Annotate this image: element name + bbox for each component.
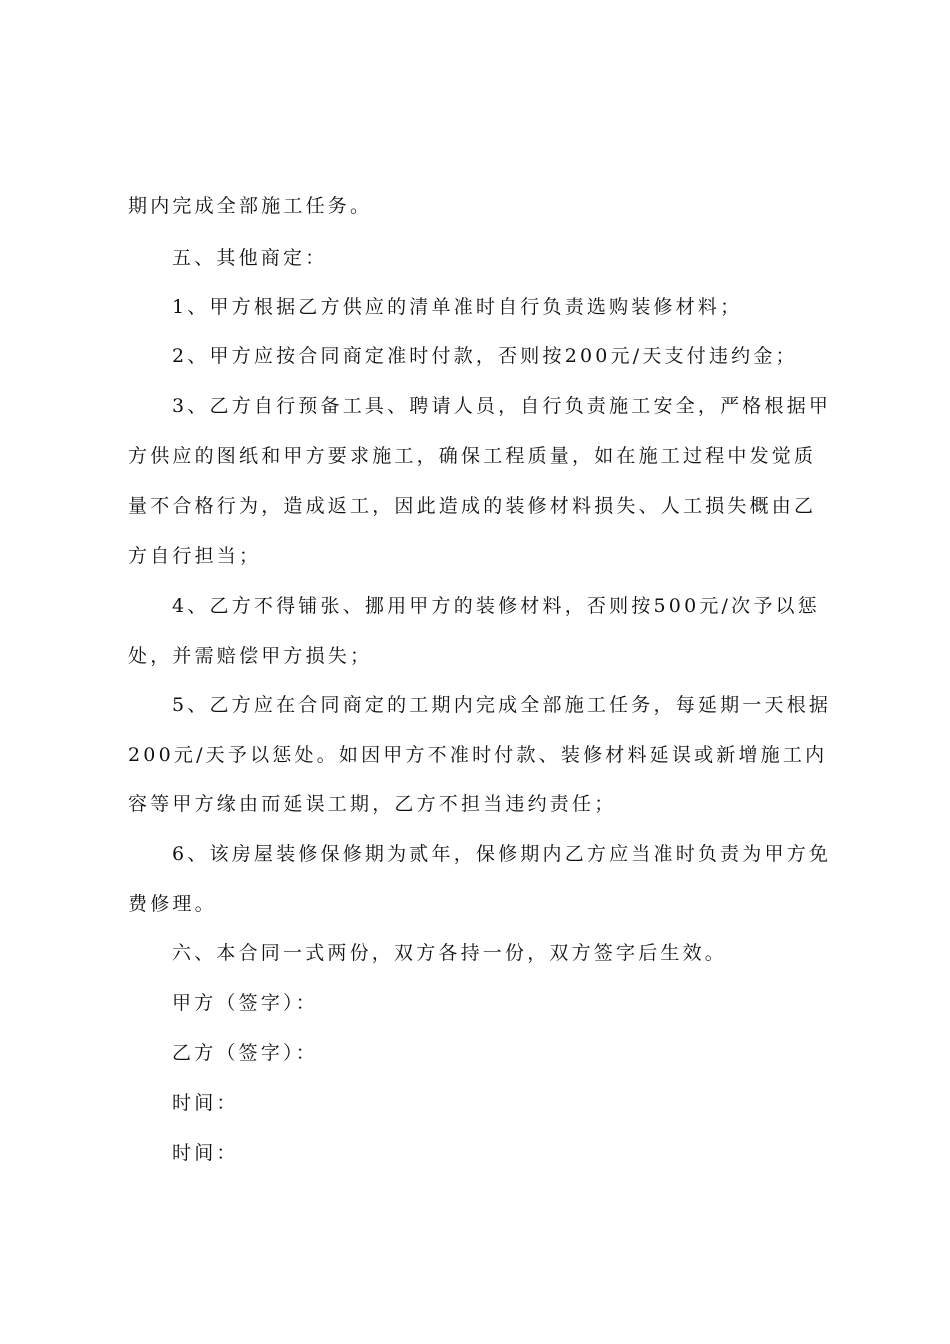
paragraph-line: 期内完成全部施工任务。 xyxy=(128,195,373,217)
clause-3-line-1: 3、乙方自行预备工具、聘请人员，自行负责施工安全，严格根据甲 xyxy=(172,395,832,417)
party-b-signature: 乙方（签字）： xyxy=(172,1042,318,1064)
date-label: 时间： xyxy=(172,1092,239,1114)
party-a-signature: 甲方（签字）： xyxy=(172,992,318,1014)
clause-3-line-4: 方自行担当； xyxy=(128,545,262,567)
clause-3-line-3: 量不合格行为，造成返工，因此造成的装修材料损失、人工损失概由乙 xyxy=(128,495,817,517)
clause-5-line-2: 200元/天予以惩处。如因甲方不准时付款、装修材料延误或新增施工内 xyxy=(128,744,828,766)
clause-4-line-1: 4、乙方不得铺张、挪用甲方的装修材料，否则按500元/次予以惩 xyxy=(172,595,820,617)
clause-6-line-1: 6、该房屋装修保修期为贰年，保修期内乙方应当准时负责为甲方免 xyxy=(172,843,832,865)
clause-3-line-2: 方供应的图纸和甲方要求施工，确保工程质量，如在施工过程中发觉质 xyxy=(128,445,817,467)
clause-4-line-2: 处，并需赔偿甲方损失； xyxy=(128,645,373,667)
clause-1: 1、甲方根据乙方供应的清单准时自行负责选购装修材料； xyxy=(172,296,743,318)
clause-6-line-2: 费修理。 xyxy=(128,893,217,915)
date-label: 时间： xyxy=(172,1142,239,1164)
section-six: 六、本合同一式两份，双方各持一份，双方签字后生效。 xyxy=(172,942,728,964)
section-heading-other: 五、其他商定： xyxy=(172,247,328,269)
clause-2: 2、甲方应按合同商定准时付款，否则按200元/天支付违约金； xyxy=(172,345,798,367)
clause-5-line-3: 容等甲方缘由而延误工期，乙方不担当违约责任； xyxy=(128,793,617,815)
clause-5-line-1: 5、乙方应在合同商定的工期内完成全部施工任务，每延期一天根据 xyxy=(172,694,832,716)
